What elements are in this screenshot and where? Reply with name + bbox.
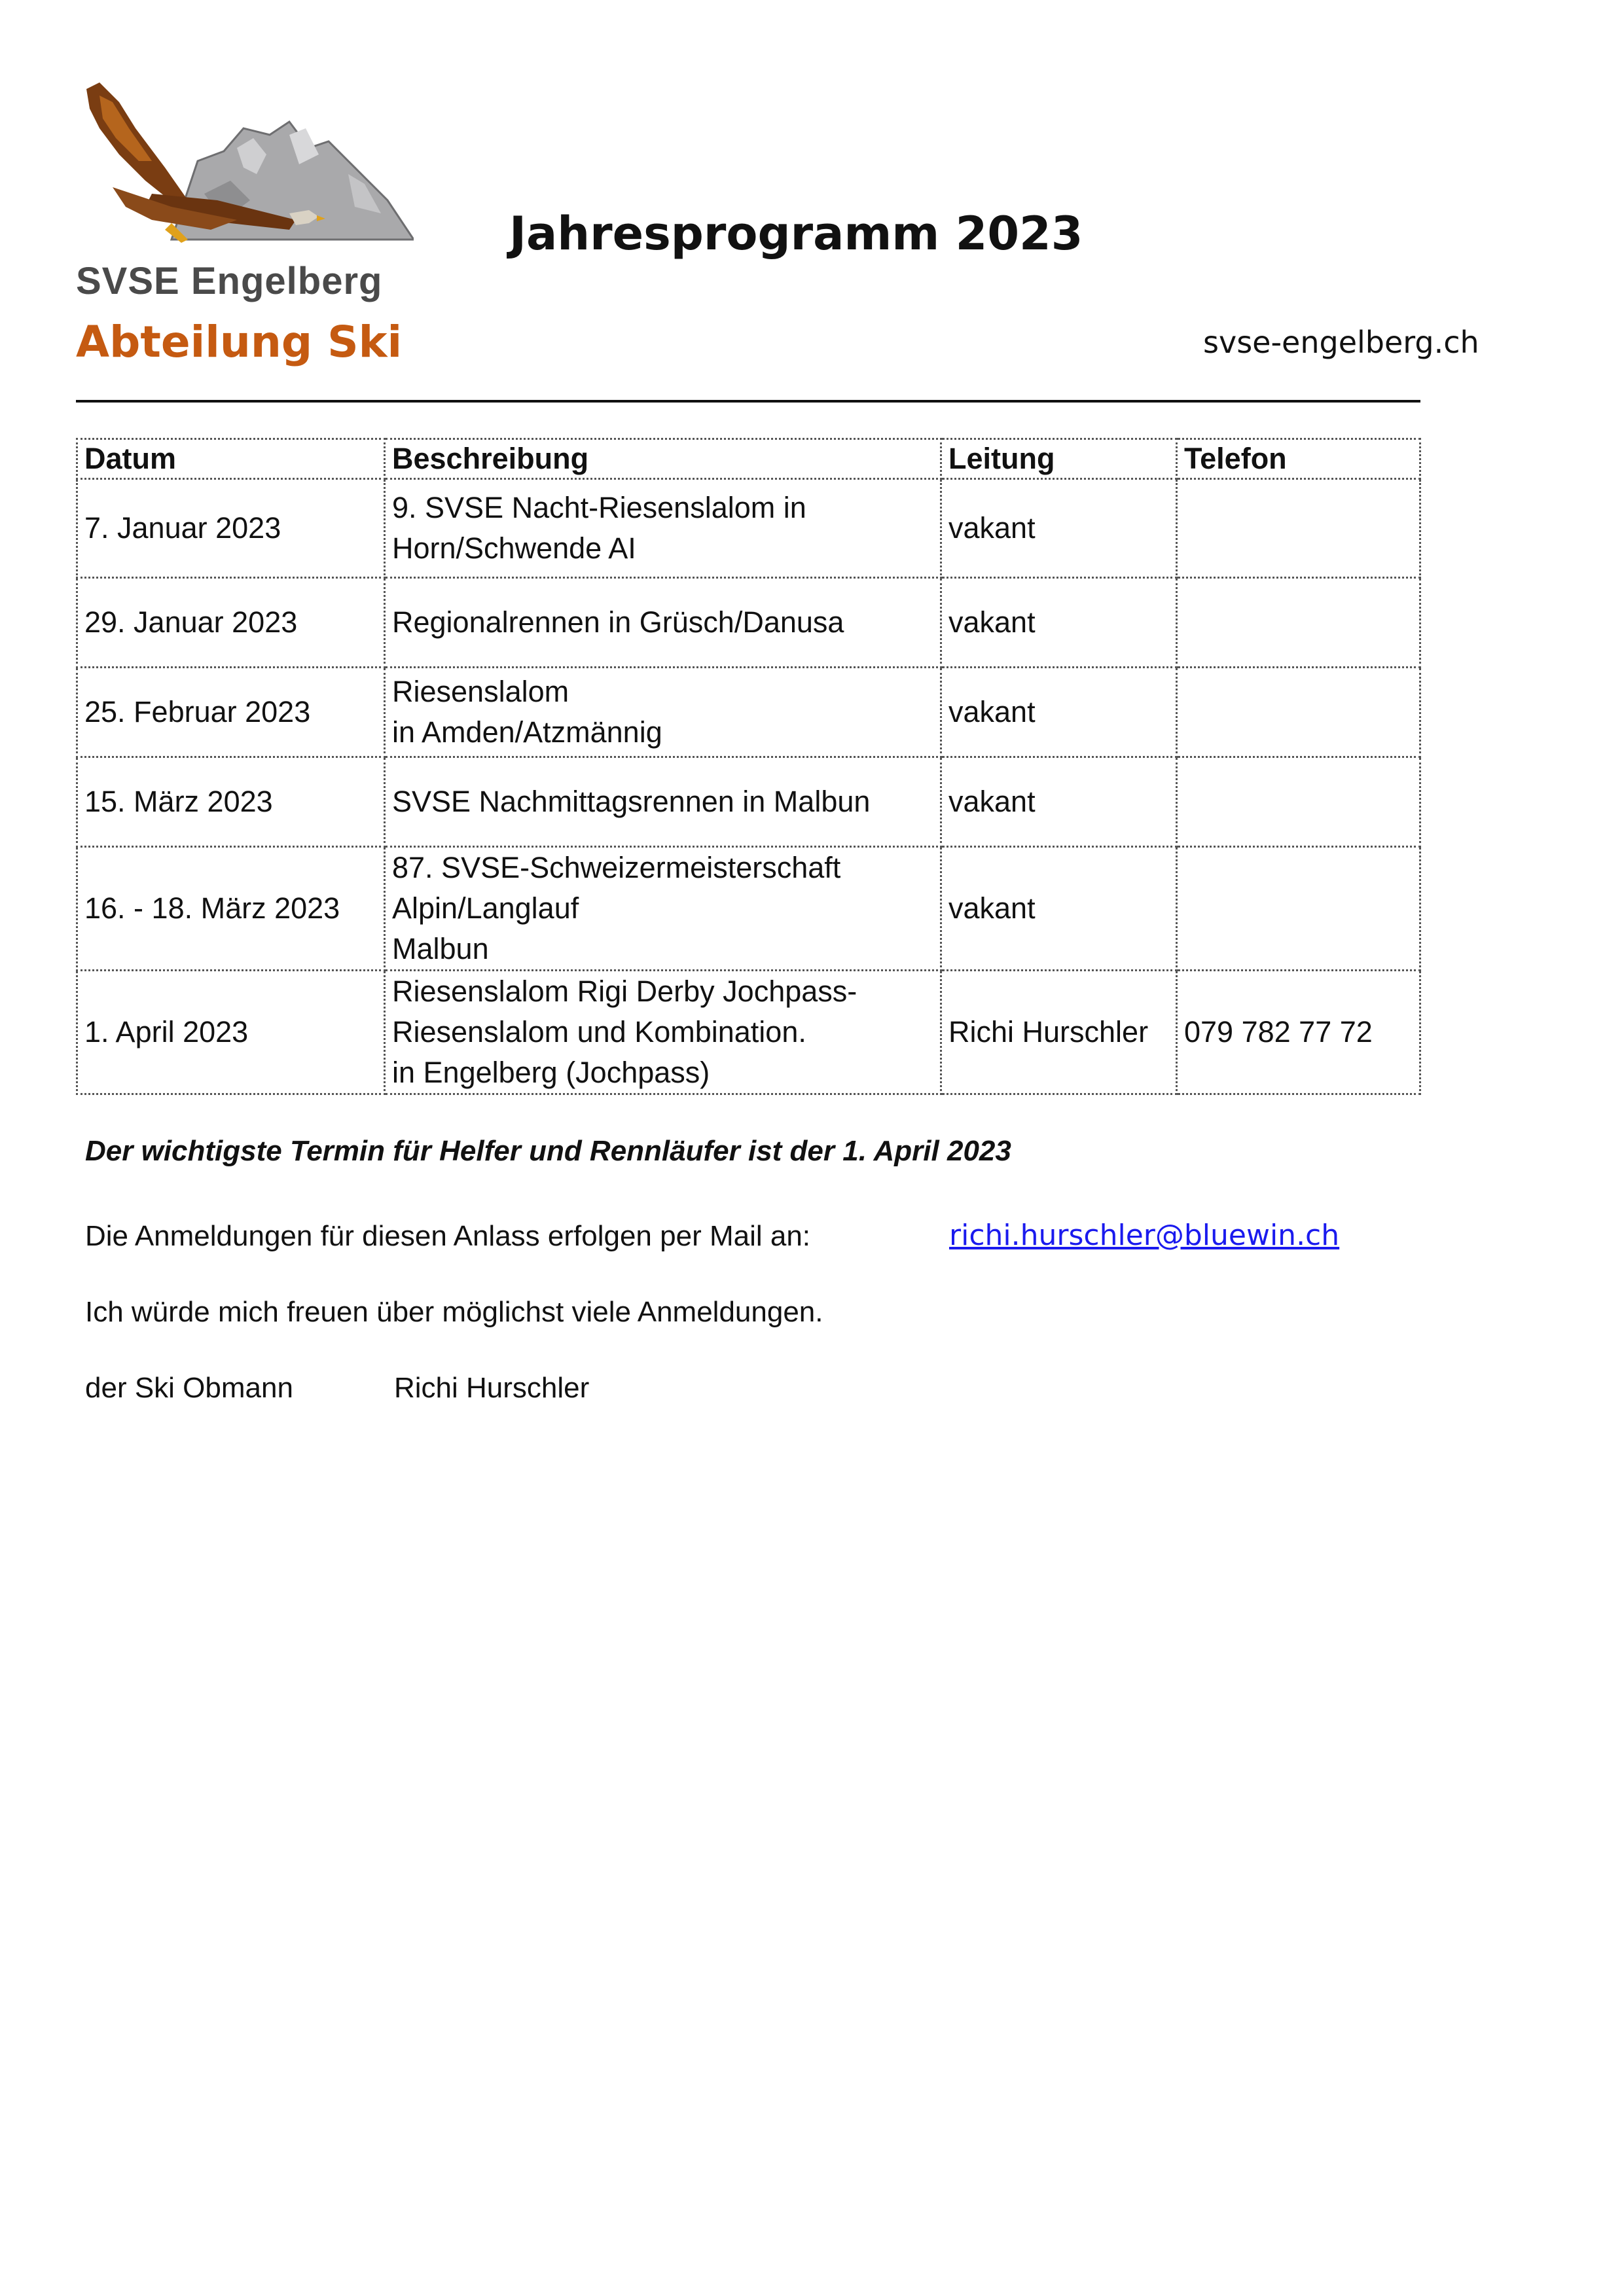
cell-telefon: [1177, 479, 1420, 578]
logo-image: [73, 82, 414, 253]
cell-datum: 15. März 2023: [77, 757, 385, 847]
header-divider: [76, 400, 1420, 403]
cell-datum: 7. Januar 2023: [77, 479, 385, 578]
cell-beschreibung: 87. SVSE-Schweizermeisterschaft Alpin/Langlauf Malbun: [385, 847, 941, 971]
signature-name: Richi Hurschler: [394, 1372, 590, 1404]
cell-telefon: [1177, 668, 1420, 757]
signature-role: der Ski Obmann: [85, 1372, 293, 1404]
closing-text: Ich würde mich freuen über möglichst viele Anmeldungen.: [85, 1296, 823, 1328]
cell-beschreibung: Riesenslalom Rigi Derby Jochpass- Riesenslalom und Kombination. in Engelberg (Jochpass): [385, 971, 941, 1094]
cell-leitung: vakant: [941, 578, 1177, 668]
column-header-datum: Datum: [77, 439, 385, 479]
table-header-row: [77, 439, 1420, 479]
cell-datum: 25. Februar 2023: [77, 668, 385, 757]
cell-datum: 16. - 18. März 2023: [77, 847, 385, 971]
table-row: [77, 757, 1420, 847]
column-header-leitung: Leitung: [941, 439, 1177, 479]
cell-datum: 29. Januar 2023: [77, 578, 385, 668]
registration-text: Die Anmeldungen für diesen Anlass erfolgen per Mail an:: [85, 1220, 811, 1252]
cell-leitung: Richi Hurschler: [941, 971, 1177, 1094]
cell-leitung: vakant: [941, 847, 1177, 971]
column-header-telefon: Telefon: [1177, 439, 1420, 479]
important-note: Der wichtigste Termin für Helfer und Rennläufer ist der 1. April 2023: [85, 1135, 1011, 1167]
cell-beschreibung: 9. SVSE Nacht-Riesenslalom in Horn/Schwende AI: [385, 479, 941, 578]
column-header-beschreibung: Beschreibung: [385, 439, 941, 479]
department-title: Abteilung Ski: [76, 317, 403, 367]
website-label: svse-engelberg.ch: [1203, 325, 1479, 360]
cell-leitung: vakant: [941, 757, 1177, 847]
cell-telefon: [1177, 757, 1420, 847]
cell-telefon: 079 782 77 72: [1177, 971, 1420, 1094]
email-link[interactable]: richi.hurschler@bluewin.ch: [949, 1219, 1340, 1252]
cell-beschreibung: SVSE Nachmittagsrennen in Malbun: [385, 757, 941, 847]
table-row: [77, 578, 1420, 668]
org-name: SVSE Engelberg: [76, 260, 383, 302]
page-title: Jahresprogramm 2023: [509, 207, 1083, 260]
cell-telefon: [1177, 847, 1420, 971]
eagle-mountain-icon: [73, 82, 414, 253]
cell-datum: 1. April 2023: [77, 971, 385, 1094]
cell-leitung: vakant: [941, 668, 1177, 757]
program-table: [76, 438, 1421, 1095]
table-row: [77, 971, 1420, 1094]
cell-beschreibung: Regionalrennen in Grüsch/Danusa: [385, 578, 941, 668]
table-row: [77, 847, 1420, 971]
table-row: [77, 668, 1420, 757]
cell-telefon: [1177, 578, 1420, 668]
table-row: [77, 479, 1420, 578]
cell-beschreibung: Riesenslalom in Amden/Atzmännig: [385, 668, 941, 757]
cell-leitung: vakant: [941, 479, 1177, 578]
